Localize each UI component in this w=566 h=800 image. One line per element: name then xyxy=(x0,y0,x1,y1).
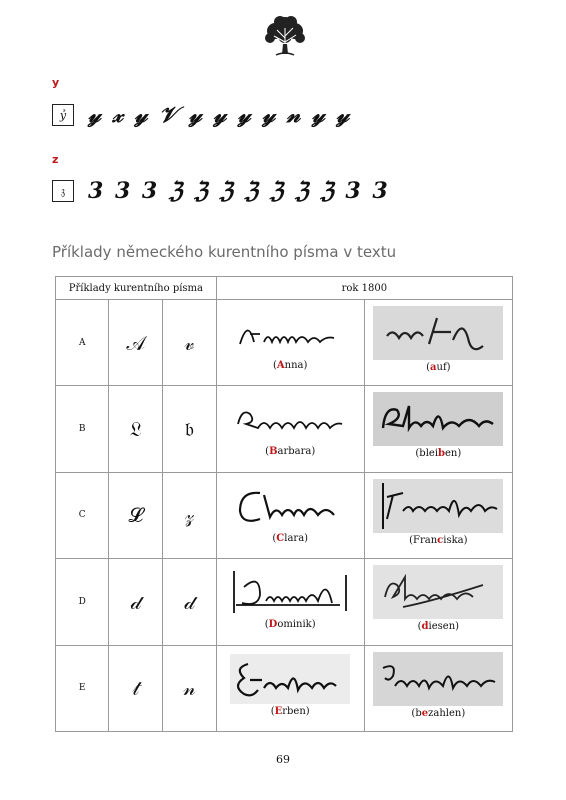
kurrent-lower: 𝓏 xyxy=(163,472,217,558)
table-row xyxy=(56,645,513,731)
tree-ornament-icon xyxy=(262,14,308,60)
handwriting-photo xyxy=(373,652,503,706)
glyph-row-z xyxy=(52,178,390,204)
kurrent-upper: 𝓛 xyxy=(109,472,163,558)
handwriting-image xyxy=(230,654,350,704)
page-number: 69 xyxy=(276,753,290,766)
kurrent-upper: 𝒜 xyxy=(109,300,163,386)
kurrent-upper: 𝓉 xyxy=(109,645,163,731)
row-label: A xyxy=(56,300,109,386)
row-label: D xyxy=(56,559,109,645)
table-row xyxy=(56,386,513,472)
handwriting-photo xyxy=(373,392,503,446)
header-examples: Příklady kurentního písma xyxy=(56,277,217,300)
handwriting-image xyxy=(230,308,350,358)
example-handwriting-1: (Anna) xyxy=(216,300,364,386)
section-letter-z: z xyxy=(52,153,59,166)
kurrent-lower: 𝓋 xyxy=(163,300,217,386)
table-row xyxy=(56,300,513,386)
header-year: rok 1800 xyxy=(216,277,512,300)
handwriting-photo xyxy=(373,306,503,360)
boxed-glyph-y: ỷ xyxy=(52,104,74,126)
example-handwriting-1: (Clara) xyxy=(216,472,364,558)
example-handwriting-2: (Franciska) xyxy=(364,472,512,558)
handwriting-image xyxy=(230,481,350,531)
example-handwriting-2: (auf) xyxy=(364,300,512,386)
glyph-row-y xyxy=(52,102,351,128)
handwriting-image xyxy=(230,394,350,444)
row-label: B xyxy=(56,386,109,472)
example-handwriting-1: (Barbara) xyxy=(216,386,364,472)
table-row xyxy=(56,559,513,645)
example-handwriting-2: (bleiben) xyxy=(364,386,512,472)
row-label: C xyxy=(56,472,109,558)
boxed-glyph-z: 𝔷 xyxy=(52,180,74,202)
kurrent-lower: 𝒹 xyxy=(163,559,217,645)
example-handwriting-1: (Erben) xyxy=(216,645,364,731)
script-samples-y: 𝓎 𝓍 𝓎 𝒱 𝓎 𝓎 𝓎 𝓎 𝓃 𝓎 𝓎 xyxy=(88,102,352,128)
row-label: E xyxy=(56,645,109,731)
kurrent-upper: 𝒹 xyxy=(109,559,163,645)
table-row xyxy=(56,472,513,558)
section-heading: Příklady německého kurentního písma v textu xyxy=(52,243,397,261)
kurrent-upper: 𝔏 xyxy=(109,386,163,472)
example-handwriting-2: (bezahlen) xyxy=(364,645,512,731)
examples-table xyxy=(55,276,513,732)
example-handwriting-1: (Dominik) xyxy=(216,559,364,645)
example-handwriting-2: (diesen) xyxy=(364,559,512,645)
table-header-row xyxy=(56,277,513,300)
section-letter-y: y xyxy=(52,76,60,89)
handwriting-photo xyxy=(373,479,503,533)
kurrent-lower: 𝓃 xyxy=(163,645,217,731)
kurrent-lower: 𝔟 xyxy=(163,386,217,472)
script-samples-z: 3 3 3 ℨ ℨ ℨ ℨ ℨ ℨ ℨ 3 3 xyxy=(88,178,390,204)
handwriting-photo xyxy=(373,565,503,619)
handwriting-image xyxy=(230,567,350,617)
